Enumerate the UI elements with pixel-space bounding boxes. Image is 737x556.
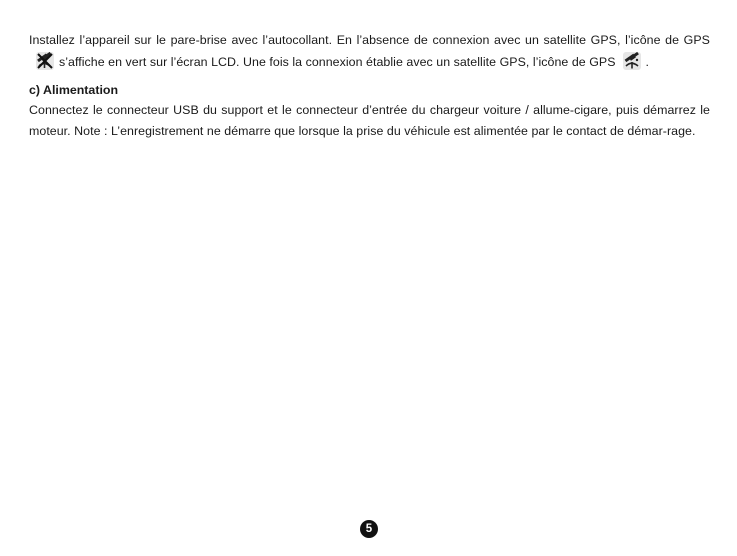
gps-satellite-icon: [622, 51, 642, 71]
gps-satellite-crossed-icon: [35, 51, 55, 71]
page-number-badge: 5: [360, 520, 378, 538]
power-supply-paragraph: Connectez le connecteur USB du support et le connecteur d’entrée du chargeur voiture / allume-cigare, puis démarrez le moteur. Note : L’enregistrement ne démarre que lorsque la prise du véhicule est alimentée par le contact de démar-rage.: [29, 103, 710, 138]
gps-text-part-3: .: [645, 55, 650, 69]
section-heading-alimentation: c) Alimentation: [29, 83, 119, 97]
gps-installation-paragraph: [29, 30, 710, 73]
gps-text-part-1: Installez l’appareil sur le pare-brise avec l’autocollant. En l’absence de connexion avec un satellite GPS, l’icône de GPS: [29, 33, 710, 47]
gps-text-part-2: s’affiche en vert sur l’écran LCD. Une fois la connexion établie avec un satellite GPS, l’icône de GPS: [59, 55, 616, 69]
